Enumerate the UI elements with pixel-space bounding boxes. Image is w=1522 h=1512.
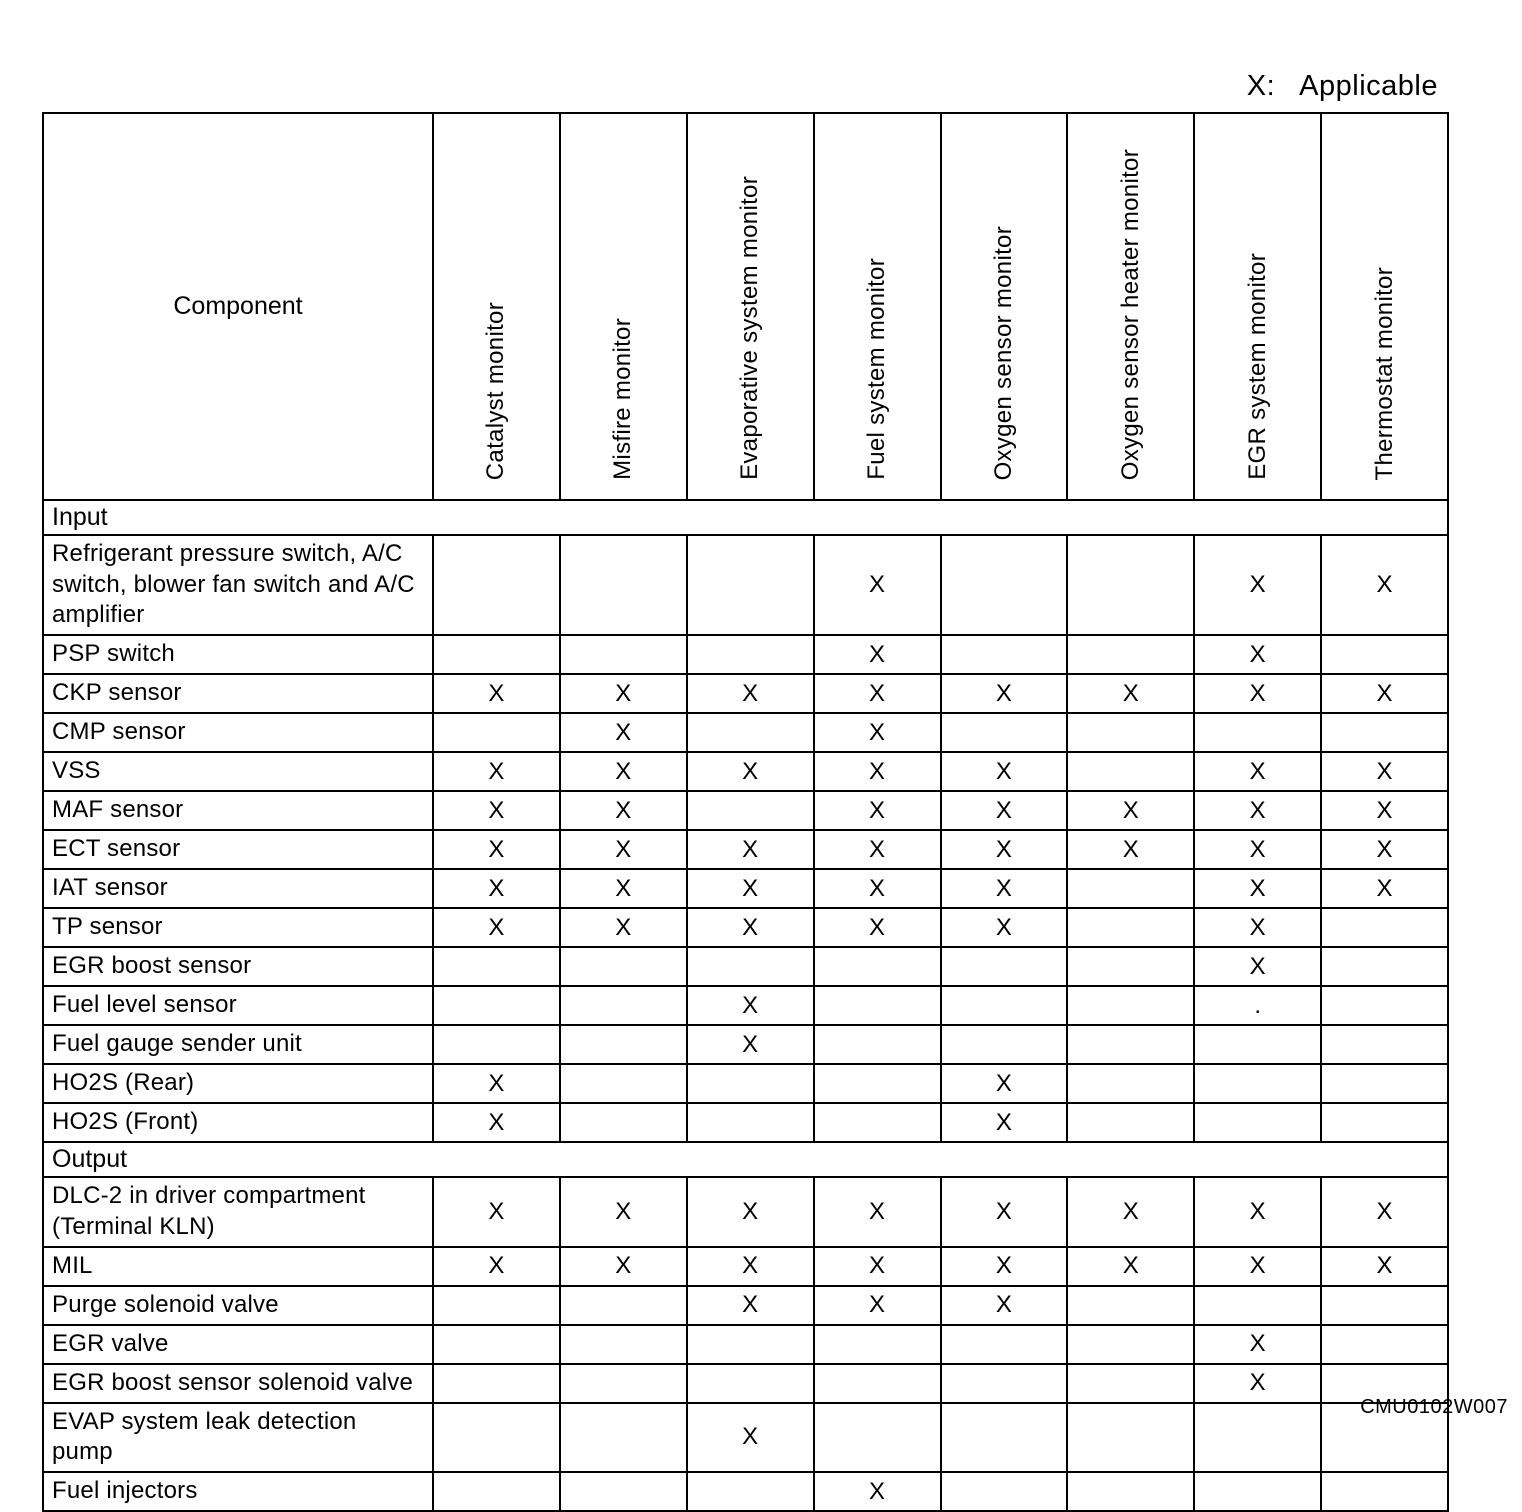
component-cell: Purge solenoid valve (43, 1286, 433, 1325)
applicable-mark-cell: X (941, 674, 1068, 713)
applicable-mark-cell: X (1067, 1177, 1194, 1246)
table-row (43, 830, 1448, 869)
applicable-mark-cell: X (560, 713, 687, 752)
applicable-mark-cell: X (1194, 791, 1321, 830)
empty-cell (687, 1064, 814, 1103)
empty-cell (433, 1025, 560, 1064)
applicable-mark-cell: X (814, 830, 941, 869)
applicable-mark-cell: X (941, 869, 1068, 908)
table-row (43, 1177, 1448, 1246)
applicable-mark-cell: X (1194, 752, 1321, 791)
empty-cell (560, 1103, 687, 1142)
figure-code: CMU0102W007 (1360, 1396, 1508, 1418)
applicable-mark-cell: X (941, 830, 1068, 869)
empty-cell (1067, 752, 1194, 791)
empty-cell (1321, 1472, 1448, 1511)
empty-cell (560, 635, 687, 674)
column-header-label: Fuel system monitor (863, 258, 891, 480)
applicable-mark-cell: X (560, 830, 687, 869)
applicable-mark-cell: X (941, 791, 1068, 830)
applicable-mark-cell: X (1067, 791, 1194, 830)
table-row (43, 674, 1448, 713)
applicable-mark-cell: X (687, 869, 814, 908)
column-header-label: Evaporative system monitor (736, 176, 764, 480)
empty-cell (560, 1325, 687, 1364)
applicable-mark-cell: X (687, 752, 814, 791)
empty-cell (433, 1325, 560, 1364)
applicable-mark-cell: X (1194, 674, 1321, 713)
empty-cell (1067, 1064, 1194, 1103)
header-row (43, 113, 1448, 500)
empty-cell (1067, 1025, 1194, 1064)
applicable-mark-cell: X (941, 752, 1068, 791)
empty-cell (687, 1472, 814, 1511)
table-row (43, 635, 1448, 674)
empty-cell (560, 986, 687, 1025)
component-cell: ECT sensor (43, 830, 433, 869)
component-cell: EGR boost sensor solenoid valve (43, 1364, 433, 1403)
empty-cell (814, 1403, 941, 1472)
empty-cell (941, 713, 1068, 752)
empty-cell (1321, 947, 1448, 986)
applicable-mark-cell: X (433, 674, 560, 713)
empty-cell (687, 713, 814, 752)
empty-cell (433, 1286, 560, 1325)
applicable-mark-cell: X (433, 830, 560, 869)
empty-cell (814, 1064, 941, 1103)
applicable-mark-cell: X (1321, 752, 1448, 791)
applicable-mark-cell: X (814, 635, 941, 674)
empty-cell (1067, 1286, 1194, 1325)
empty-cell (1321, 1025, 1448, 1064)
empty-cell (433, 1364, 560, 1403)
empty-cell (1067, 1472, 1194, 1511)
applicable-mark-cell: X (687, 1286, 814, 1325)
applicable-mark-cell: X (814, 1286, 941, 1325)
component-cell: EGR valve (43, 1325, 433, 1364)
applicable-mark-cell: X (814, 1247, 941, 1286)
empty-cell (1067, 986, 1194, 1025)
empty-cell (1067, 947, 1194, 986)
empty-cell (1321, 713, 1448, 752)
empty-cell (687, 1364, 814, 1403)
column-header-label: Oxygen sensor monitor (989, 225, 1017, 480)
table-row (43, 1472, 1448, 1511)
applicable-mark-cell: X (1194, 635, 1321, 674)
applicable-mark-cell: X (1321, 1177, 1448, 1246)
empty-cell (814, 1364, 941, 1403)
applicable-mark-cell: X (560, 674, 687, 713)
table-row (43, 1103, 1448, 1142)
applicable-mark-cell: X (941, 1247, 1068, 1286)
applicable-mark-cell: X (433, 1103, 560, 1142)
table-row (43, 947, 1448, 986)
empty-cell (433, 947, 560, 986)
applicable-mark-cell: X (433, 1247, 560, 1286)
applicable-mark-cell: X (814, 1177, 941, 1246)
applicable-mark-cell: X (1321, 791, 1448, 830)
empty-cell (1321, 908, 1448, 947)
empty-cell (433, 635, 560, 674)
empty-cell (1321, 986, 1448, 1025)
applicable-mark-cell: X (941, 1286, 1068, 1325)
applicable-mark-cell: X (1321, 869, 1448, 908)
table-body (43, 500, 1448, 1511)
component-cell: CMP sensor (43, 713, 433, 752)
empty-cell (1067, 713, 1194, 752)
empty-cell (941, 1472, 1068, 1511)
empty-cell (941, 635, 1068, 674)
column-header-oxygen-sensor-heater-monitor (1067, 113, 1194, 500)
table-row (43, 986, 1448, 1025)
applicable-mark-cell: X (814, 713, 941, 752)
empty-cell (687, 791, 814, 830)
column-header-egr-system-monitor (1194, 113, 1321, 500)
empty-cell (560, 1472, 687, 1511)
empty-cell (560, 1025, 687, 1064)
applicable-mark-cell: X (814, 752, 941, 791)
empty-cell (1067, 535, 1194, 635)
applicable-mark-cell: X (687, 830, 814, 869)
empty-cell (687, 1325, 814, 1364)
empty-cell (1321, 1286, 1448, 1325)
empty-cell (1067, 908, 1194, 947)
applicable-mark-cell: X (433, 869, 560, 908)
column-header-label: Thermostat monitor (1370, 266, 1398, 480)
empty-cell (1194, 1403, 1321, 1472)
empty-cell (1067, 1103, 1194, 1142)
component-cell: PSP switch (43, 635, 433, 674)
empty-cell (1067, 1364, 1194, 1403)
applicable-mark-cell: X (1194, 869, 1321, 908)
applicable-mark-cell: X (560, 1247, 687, 1286)
applicable-mark-cell: X (560, 1177, 687, 1246)
legend (1247, 70, 1438, 103)
component-cell: MAF sensor (43, 791, 433, 830)
applicable-mark-cell: X (1067, 1247, 1194, 1286)
applicable-mark-cell: X (1194, 947, 1321, 986)
empty-cell (560, 535, 687, 635)
applicable-mark-cell: X (687, 1247, 814, 1286)
empty-cell (1067, 635, 1194, 674)
column-header-label: Misfire monitor (609, 318, 637, 480)
applicable-mark-cell: X (687, 986, 814, 1025)
component-cell: HO2S (Rear) (43, 1064, 433, 1103)
applicable-mark-cell: X (687, 1025, 814, 1064)
column-header-label: Oxygen sensor heater monitor (1116, 148, 1144, 480)
applicable-mark-cell: X (941, 908, 1068, 947)
applicable-mark-cell: X (814, 674, 941, 713)
applicable-mark-cell: X (433, 752, 560, 791)
empty-cell (941, 947, 1068, 986)
empty-cell (941, 1325, 1068, 1364)
empty-cell (687, 635, 814, 674)
table-row (43, 1403, 1448, 1472)
applicable-mark-cell: X (1067, 830, 1194, 869)
column-header-label: EGR system monitor (1243, 253, 1271, 480)
empty-cell (1321, 1325, 1448, 1364)
component-column-header: Component (43, 113, 433, 500)
component-cell: DLC-2 in driver compartment (Terminal KLN) (43, 1177, 433, 1246)
applicable-mark-cell: X (433, 908, 560, 947)
empty-cell (814, 1025, 941, 1064)
applicable-mark-cell: X (560, 791, 687, 830)
empty-cell (941, 1025, 1068, 1064)
column-header-oxygen-sensor-monitor (941, 113, 1068, 500)
empty-cell (1067, 1325, 1194, 1364)
table-row (43, 869, 1448, 908)
applicable-mark-cell: X (560, 869, 687, 908)
section-row-output (43, 1142, 1448, 1177)
table-row (43, 908, 1448, 947)
table-row (43, 791, 1448, 830)
applicable-mark-cell: X (1194, 1364, 1321, 1403)
component-cell: Refrigerant pressure switch, A/C switch, blower fan switch and A/C amplifier (43, 535, 433, 635)
applicable-mark-cell: X (814, 1472, 941, 1511)
applicable-mark-cell: X (687, 1403, 814, 1472)
applicable-mark-cell: X (687, 908, 814, 947)
component-cell: TP sensor (43, 908, 433, 947)
component-cell: HO2S (Front) (43, 1103, 433, 1142)
section-label: Input (43, 500, 1448, 535)
applicable-mark-cell: X (814, 535, 941, 635)
component-cell: IAT sensor (43, 869, 433, 908)
table-row (43, 1364, 1448, 1403)
table-row (43, 1325, 1448, 1364)
component-cell: Fuel level sensor (43, 986, 433, 1025)
empty-cell (814, 947, 941, 986)
table-row (43, 713, 1448, 752)
applicable-mark-cell: X (941, 1064, 1068, 1103)
section-row-input (43, 500, 1448, 535)
applicable-mark-cell: X (1321, 1247, 1448, 1286)
empty-cell (1194, 1064, 1321, 1103)
applicable-mark-cell: X (1067, 674, 1194, 713)
empty-cell (1067, 1403, 1194, 1472)
applicable-mark-cell: X (941, 1103, 1068, 1142)
table-row (43, 1247, 1448, 1286)
applicable-mark-cell: X (560, 752, 687, 791)
applicable-mark-cell: X (814, 791, 941, 830)
component-cell: CKP sensor (43, 674, 433, 713)
empty-cell (560, 1064, 687, 1103)
empty-cell (560, 947, 687, 986)
applicable-mark-cell: X (1194, 1247, 1321, 1286)
column-header-fuel-system-monitor (814, 113, 941, 500)
applicable-mark-cell: X (1321, 830, 1448, 869)
empty-cell (941, 1403, 1068, 1472)
empty-cell (433, 1472, 560, 1511)
empty-cell (1194, 1286, 1321, 1325)
component-cell: Fuel injectors (43, 1472, 433, 1511)
applicable-mark-cell: X (687, 674, 814, 713)
applicable-mark-cell: X (433, 791, 560, 830)
empty-cell (687, 947, 814, 986)
empty-cell (814, 1103, 941, 1142)
column-header-thermostat-monitor (1321, 113, 1448, 500)
applicable-mark-cell: X (941, 1177, 1068, 1246)
applicable-mark-cell: X (433, 1177, 560, 1246)
empty-cell (814, 1325, 941, 1364)
empty-cell (1321, 1064, 1448, 1103)
empty-cell (687, 1103, 814, 1142)
component-cell: EGR boost sensor (43, 947, 433, 986)
table-row (43, 1064, 1448, 1103)
empty-cell (433, 1403, 560, 1472)
empty-cell (1194, 1103, 1321, 1142)
component-cell: EVAP system leak detection pump (43, 1403, 433, 1472)
section-label: Output (43, 1142, 1448, 1177)
applicable-mark-cell: X (1194, 535, 1321, 635)
empty-cell (1321, 635, 1448, 674)
empty-cell (1194, 1472, 1321, 1511)
applicable-mark-cell: X (1321, 535, 1448, 635)
empty-cell: . (1194, 986, 1321, 1025)
table-row (43, 752, 1448, 791)
applicable-mark-cell: X (1194, 908, 1321, 947)
empty-cell (687, 535, 814, 635)
empty-cell (1194, 1025, 1321, 1064)
empty-cell (1194, 713, 1321, 752)
empty-cell (1321, 1103, 1448, 1142)
empty-cell (941, 986, 1068, 1025)
column-header-misfire-monitor (560, 113, 687, 500)
applicable-mark-cell: X (814, 908, 941, 947)
applicable-mark-cell: X (814, 869, 941, 908)
applicability-table (42, 112, 1449, 1512)
applicable-mark-cell: X (560, 908, 687, 947)
applicable-mark-cell: X (687, 1177, 814, 1246)
empty-cell (560, 1403, 687, 1472)
legend-symbol: X: (1246, 70, 1276, 102)
applicable-mark-cell: X (1194, 1325, 1321, 1364)
column-header-catalyst-monitor (433, 113, 560, 500)
applicable-mark-cell: X (1321, 674, 1448, 713)
column-header-evaporative-system-monitor (687, 113, 814, 500)
empty-cell (1067, 869, 1194, 908)
empty-cell (814, 986, 941, 1025)
empty-cell (433, 986, 560, 1025)
empty-cell (433, 535, 560, 635)
legend-meaning: Applicable (1299, 70, 1438, 102)
table-row (43, 1025, 1448, 1064)
empty-cell (560, 1286, 687, 1325)
table-header (43, 113, 1448, 500)
table-row (43, 1286, 1448, 1325)
applicable-mark-cell: X (1194, 830, 1321, 869)
component-cell: MIL (43, 1247, 433, 1286)
empty-cell (941, 535, 1068, 635)
empty-cell (433, 713, 560, 752)
empty-cell (941, 1364, 1068, 1403)
component-cell: Fuel gauge sender unit (43, 1025, 433, 1064)
empty-cell (560, 1364, 687, 1403)
table-row (43, 535, 1448, 635)
applicable-mark-cell: X (1194, 1177, 1321, 1246)
column-header-label: Catalyst monitor (482, 301, 510, 480)
applicable-mark-cell: X (433, 1064, 560, 1103)
component-cell: VSS (43, 752, 433, 791)
